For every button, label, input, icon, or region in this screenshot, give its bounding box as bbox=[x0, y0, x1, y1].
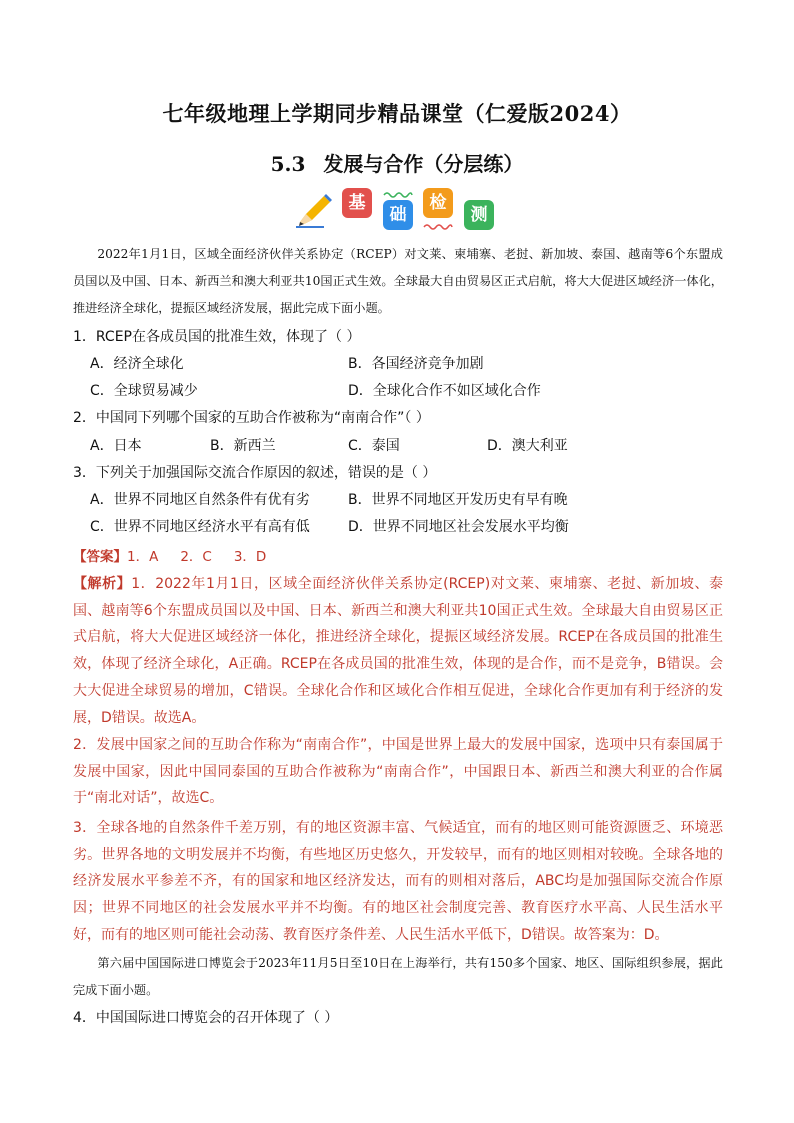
answer-2: 2．C bbox=[180, 549, 212, 565]
wave-decoration bbox=[383, 190, 413, 198]
answer-tag: 【答案】 bbox=[73, 549, 127, 565]
question-2-stem: 2．中国同下列哪个国家的互助合作被称为“南南合作”（ ） bbox=[73, 410, 430, 426]
explanation-2: 2．发展中国家之间的互助合作称为“南南合作”，中国是世界上最大的发展中国家，选项中只有泰国属于发展中国家，因此中国同泰国的互助合作被称为“南南合作”，中国跟日本、新西兰和澳大利亚的合作属于“南北对话”，故选C。 bbox=[73, 737, 723, 807]
q3-option-d: D．世界不同地区社会发展水平均衡 bbox=[348, 519, 569, 535]
q3-option-c: C．世界不同地区经济水平有高有低 bbox=[90, 519, 310, 535]
explanation-1-text: 1．2022年1月1日，区域全面经济伙伴关系协定(RCEP)对文莱、柬埔寨、老挝、新加坡、泰国、越南等6个东盟成员国以及中国、日本、新西兰和澳大利亚共10国正式生效。全球最大自由贸易区正式启航，将大大促进区域经济一体化，推进经济全球化，提振区域经济发展。RCEP在各成员国的批准生效，体现了经济全球化，A正确。RCEP在各成员国的批准生效，体现的是合作，而不是竞争，B错误。会大大促进全球贸易的增加，C错误。全球化合作和区域化合作相互促进，全球化合作更加有利于经济的发展，D错误。故选A。 bbox=[73, 576, 724, 726]
q1-option-c: C．全球贸易减少 bbox=[90, 383, 198, 399]
reading-passage: 2022年1月1日，区域全面经济伙伴关系协定（RCEP）对文莱、柬埔寨、老挝、新加坡、泰国、越南等6个东盟成员国以及中国、日本、新西兰和澳大利亚共10国正式生效。全球最大自由贸易区正式启航，将大大促进区域经济一体化，推进经济全球化，提振区域经济发展，据此完成下面小题。 bbox=[73, 247, 723, 315]
question-3-stem: 3．下列关于加强国际交流合作原因的叙述，错误的是（ ） bbox=[73, 465, 437, 481]
banner-char-ji: 基 bbox=[342, 188, 372, 218]
q1-option-d: D．全球化合作不如区域化合作 bbox=[348, 383, 541, 399]
q2-option-b: B．新西兰 bbox=[210, 438, 276, 454]
explanation-3: 3．全球各地的自然条件千差万别，有的地区资源丰富、气候适宜，而有的地区则可能资源匮乏、环境恶劣。世界各地的文明发展并不均衡，有些地区历史悠久，开发较早，而有的地区则相对较晚。全球各地的经济发展水平参差不齐，有的国家和地区经济发达，而有的则相对落后，ABC均是加强国际交流合作原因；世界不同地区的社会发展水平并不均衡。有的地区社会制度完善、教育医疗水平高、人民生活水平好，而有的地区则可能社会动荡、教育医疗条件差、人民生活水平低下，D错误。故答案为：D。 bbox=[73, 820, 723, 943]
section-name: 发展与合作（分层练） bbox=[323, 152, 524, 176]
wave-decoration bbox=[423, 222, 453, 230]
answer-line bbox=[73, 545, 266, 565]
q3-option-a: A．世界不同地区自然条件有优有劣 bbox=[90, 492, 310, 508]
answer-1: 1．A bbox=[127, 549, 159, 565]
q3-option-b: B．世界不同地区开发历史有早有晚 bbox=[348, 492, 568, 508]
answer-3: 3．D bbox=[233, 549, 267, 565]
question-4-stem: 4．中国国际进口博览会的召开体现了（ ） bbox=[73, 1010, 339, 1026]
q1-option-a: A．经济全球化 bbox=[90, 356, 184, 372]
banner-char-chu: 础 bbox=[383, 200, 413, 230]
q2-option-c: C．泰国 bbox=[348, 438, 400, 454]
banner-char-ce: 测 bbox=[464, 200, 494, 230]
reading-passage-2: 第六届中国国际进口博览会于2023年11月5日至10日在上海举行，共有150多个国家、地区、国际组织参展，据此完成下面小题。 bbox=[73, 956, 723, 997]
q2-option-a: A．日本 bbox=[90, 438, 142, 454]
q2-option-d: D．澳大利亚 bbox=[487, 438, 568, 454]
explanation-1 bbox=[73, 571, 723, 731]
pencil-icon bbox=[294, 192, 334, 228]
question-1-stem: 1．RCEP在各成员国的批准生效，体现了（ ） bbox=[73, 329, 361, 345]
section-title bbox=[0, 148, 794, 177]
q1-option-b: B．各国经济竞争加剧 bbox=[348, 356, 484, 372]
banner-char-jian: 检 bbox=[423, 188, 453, 218]
document-title: 七年级地理上学期同步精品课堂（仁爱版2024） bbox=[162, 101, 632, 126]
explanation-tag: 【解析】 bbox=[73, 576, 132, 592]
section-number: 5.3 bbox=[270, 152, 306, 176]
basic-test-banner bbox=[292, 186, 502, 236]
